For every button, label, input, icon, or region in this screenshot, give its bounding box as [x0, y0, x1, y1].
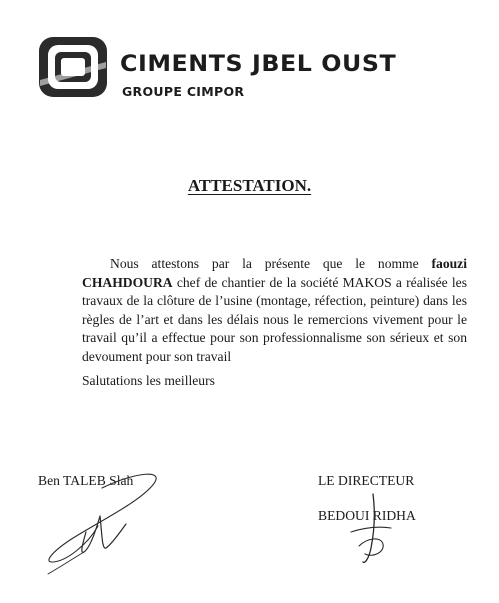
- body-paragraph: [82, 255, 467, 366]
- cimpor-logo-icon: [38, 36, 108, 98]
- person-name: faouzi CHAHDOURA: [82, 256, 467, 290]
- signer-left-name: Ben TALEB Slah: [38, 473, 134, 488]
- company-name: CIMENTS JBEL OUST: [120, 52, 397, 77]
- body-intro: Nous attestons par la présente que le nomme: [110, 256, 432, 271]
- document-title: ATTESTATION.: [187, 176, 312, 195]
- body-rest: chef de chantier de la société MAKOS a réalisée les travaux de la clôture de l’usine (montage, réfection, peinture) dans les règles de l’art et dans les délais nous le remercions vivement pour le travail qu’il a effectue pour son professionnalisme son sérieux et son devoument pour son travail: [82, 274, 467, 364]
- right-signature: [345, 492, 405, 568]
- company-group: GROUPE CIMPOR: [122, 84, 245, 99]
- left-signature: [40, 470, 190, 580]
- signer-right-name: BEDOUI RIDHA: [318, 508, 416, 523]
- salutation: Salutations les meilleurs: [82, 373, 215, 388]
- signer-right-title: LE DIRECTEUR: [318, 473, 415, 488]
